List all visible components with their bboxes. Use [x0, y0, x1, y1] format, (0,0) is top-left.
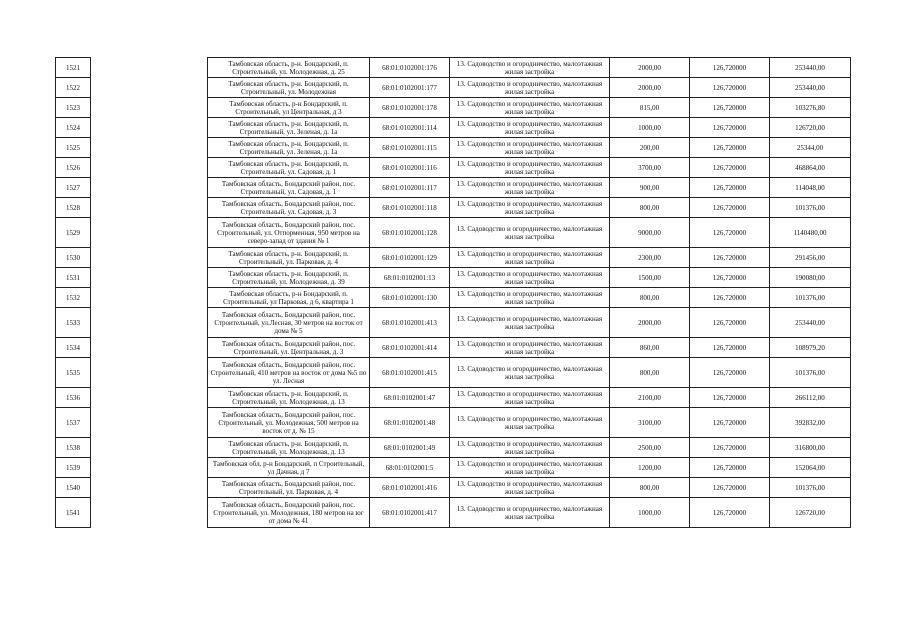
rate-cell: 126,720000: [690, 478, 770, 498]
land-use-cell: 13. Садоводство и огородничество, малоэтажная жилая застройка: [450, 138, 610, 158]
rate-cell: 126,720000: [690, 498, 770, 528]
rate-cell: 126,720000: [690, 358, 770, 388]
rate-cell: 126,720000: [690, 98, 770, 118]
cadastral-number-cell: 68:01:0102001:48: [370, 408, 450, 438]
address-cell: Тамбовская область, р-н. Бондарский, п. Строительный, ул. Молодежная: [208, 78, 370, 98]
cadastral-value-cell: 152064,00: [770, 458, 851, 478]
row-number-cell: 1530: [56, 248, 91, 268]
row-number-cell: 1527: [56, 178, 91, 198]
address-cell: Тамбовская область, р-н. Бондарский, п. Строительный, ул. Молодежная, д. 25: [208, 58, 370, 78]
rate-cell: 126,720000: [690, 338, 770, 358]
gap-cell: [91, 118, 208, 138]
area-cell: 2500,00: [610, 438, 690, 458]
row-number-cell: 1529: [56, 218, 91, 248]
rate-cell: 126,720000: [690, 458, 770, 478]
table-row: [56, 338, 851, 358]
row-number-cell: 1528: [56, 198, 91, 218]
land-use-cell: 13. Садоводство и огородничество, малоэтажная жилая застройка: [450, 118, 610, 138]
table-row: [56, 498, 851, 528]
cadastral-number-cell: 68:01:0102001:177: [370, 78, 450, 98]
row-number-cell: 1521: [56, 58, 91, 78]
cadastral-number-cell: 68:01:0102001:5: [370, 458, 450, 478]
row-number-cell: 1539: [56, 458, 91, 478]
cadastral-value-cell: 126720,00: [770, 118, 851, 138]
gap-cell: [91, 358, 208, 388]
address-cell: Тамбовская область, р-н Бондарский, п. Строительный, ул Центральная, д 3: [208, 98, 370, 118]
row-number-cell: 1538: [56, 438, 91, 458]
land-use-cell: 13. Садоводство и огородничество, малоэтажная жилая застройка: [450, 58, 610, 78]
land-parcels-table: [55, 57, 851, 528]
area-cell: 860,00: [610, 338, 690, 358]
rate-cell: 126,720000: [690, 158, 770, 178]
address-cell: Тамбовская область, р-н Бондарский, п. Строительный, ул Парковая, д 6, квартира 1: [208, 288, 370, 308]
rate-cell: 126,720000: [690, 218, 770, 248]
gap-cell: [91, 288, 208, 308]
rate-cell: 126,720000: [690, 268, 770, 288]
cadastral-number-cell: 68:01:0102001:117: [370, 178, 450, 198]
land-use-cell: 13. Садоводство и огородничество, малоэтажная жилая застройка: [450, 268, 610, 288]
table-row: [56, 138, 851, 158]
address-cell: Тамбовская область, р-н. Бондарский, п. Строительный, ул. Молодежная, д. 13: [208, 388, 370, 408]
rate-cell: 126,720000: [690, 248, 770, 268]
land-use-cell: 13. Садоводство и огородничество, малоэтажная жилая застройка: [450, 198, 610, 218]
rate-cell: 126,720000: [690, 118, 770, 138]
table-row: [56, 358, 851, 388]
area-cell: 1500,00: [610, 268, 690, 288]
land-use-cell: 13. Садоводство и огородничество, малоэтажная жилая застройка: [450, 498, 610, 528]
cadastral-number-cell: 68:01:0102001:178: [370, 98, 450, 118]
row-number-cell: 1535: [56, 358, 91, 388]
area-cell: 3700,00: [610, 158, 690, 178]
cadastral-number-cell: 68:01:0102001:116: [370, 158, 450, 178]
cadastral-number-cell: 68:01:0102001:128: [370, 218, 450, 248]
table-body: [56, 58, 851, 528]
cadastral-value-cell: 316800,00: [770, 438, 851, 458]
gap-cell: [91, 178, 208, 198]
cadastral-value-cell: 392832,00: [770, 408, 851, 438]
gap-cell: [91, 58, 208, 78]
row-number-cell: 1537: [56, 408, 91, 438]
cadastral-value-cell: 253440,00: [770, 308, 851, 338]
table-row: [56, 158, 851, 178]
land-use-cell: 13. Садоводство и огородничество, малоэтажная жилая застройка: [450, 438, 610, 458]
row-number-cell: 1541: [56, 498, 91, 528]
row-number-cell: 1526: [56, 158, 91, 178]
table-row: [56, 308, 851, 338]
gap-cell: [91, 408, 208, 438]
cadastral-number-cell: 68:01:0102001:49: [370, 438, 450, 458]
table-row: [56, 98, 851, 118]
cadastral-value-cell: 25344,00: [770, 138, 851, 158]
area-cell: 9000,00: [610, 218, 690, 248]
cadastral-number-cell: 68:01:0102001:413: [370, 308, 450, 338]
land-use-cell: 13. Садоводство и огородничество, малоэтажная жилая застройка: [450, 458, 610, 478]
cadastral-value-cell: 291456,00: [770, 248, 851, 268]
area-cell: 2000,00: [610, 78, 690, 98]
address-cell: Тамбовская область, Бондарский район, пос. Строительный, ул. Садовая, д. 3: [208, 198, 370, 218]
address-cell: Тамбовская область, Бондарский район, пос. Строительный, ул. Молодежная, 180 метров на юг от дома № 41: [208, 498, 370, 528]
table-row: [56, 478, 851, 498]
rate-cell: 126,720000: [690, 58, 770, 78]
table-row: [56, 268, 851, 288]
rate-cell: 126,720000: [690, 408, 770, 438]
cadastral-value-cell: 101376,00: [770, 198, 851, 218]
area-cell: 1000,00: [610, 118, 690, 138]
gap-cell: [91, 338, 208, 358]
rate-cell: 126,720000: [690, 438, 770, 458]
row-number-cell: 1524: [56, 118, 91, 138]
address-cell: Тамбовская область, р-н. Бондарский, п. Строительный, ул. Садовая, д. 1: [208, 158, 370, 178]
gap-cell: [91, 438, 208, 458]
rate-cell: 126,720000: [690, 178, 770, 198]
table-row: [56, 58, 851, 78]
rate-cell: 126,720000: [690, 388, 770, 408]
cadastral-number-cell: 68:01:0102001:417: [370, 498, 450, 528]
area-cell: 1000,00: [610, 498, 690, 528]
gap-cell: [91, 478, 208, 498]
cadastral-number-cell: 68:01:0102001:47: [370, 388, 450, 408]
area-cell: 900,00: [610, 178, 690, 198]
gap-cell: [91, 458, 208, 478]
gap-cell: [91, 248, 208, 268]
land-use-cell: 13. Садоводство и огородничество, малоэтажная жилая застройка: [450, 358, 610, 388]
table-row: [56, 248, 851, 268]
cadastral-number-cell: 68:01:0102001:414: [370, 338, 450, 358]
rate-cell: 126,720000: [690, 78, 770, 98]
row-number-cell: 1525: [56, 138, 91, 158]
area-cell: 3100,00: [610, 408, 690, 438]
land-use-cell: 13. Садоводство и огородничество, малоэтажная жилая застройка: [450, 338, 610, 358]
row-number-cell: 1523: [56, 98, 91, 118]
gap-cell: [91, 498, 208, 528]
area-cell: 1200,00: [610, 458, 690, 478]
address-cell: Тамбовская область, Бондарский район, пос. Строительный, 410 метров на восток от дома №5 по ул. Лесная: [208, 358, 370, 388]
area-cell: 800,00: [610, 288, 690, 308]
cadastral-value-cell: 108979,20: [770, 338, 851, 358]
cadastral-number-cell: 68:01:0102001:129: [370, 248, 450, 268]
address-cell: Тамбовская область, р-н. Бондарский, п. Строительный, ул. Зеленая, д. 1а: [208, 118, 370, 138]
table-row: [56, 218, 851, 248]
table-row: [56, 178, 851, 198]
area-cell: 800,00: [610, 478, 690, 498]
cadastral-value-cell: 253440,00: [770, 58, 851, 78]
cadastral-value-cell: 266112,00: [770, 388, 851, 408]
cadastral-value-cell: 101376,00: [770, 288, 851, 308]
address-cell: Тамбовская область, р-н. Бондарский, п. Строительный, ул. Парковая, д. 4: [208, 248, 370, 268]
land-use-cell: 13. Садоводство и огородничество, малоэтажная жилая застройка: [450, 408, 610, 438]
cadastral-number-cell: 68:01:0102001:13: [370, 268, 450, 288]
cadastral-value-cell: 126720,00: [770, 498, 851, 528]
address-cell: Тамбовская область, р-н. Бондарский, п. Строительный, ул. Молодежная, д. 13: [208, 438, 370, 458]
land-use-cell: 13. Садоводство и огородничество, малоэтажная жилая застройка: [450, 158, 610, 178]
area-cell: 2100,00: [610, 388, 690, 408]
table-row: [56, 288, 851, 308]
gap-cell: [91, 388, 208, 408]
row-number-cell: 1522: [56, 78, 91, 98]
area-cell: 800,00: [610, 358, 690, 388]
gap-cell: [91, 218, 208, 248]
cadastral-number-cell: 68:01:0102001:415: [370, 358, 450, 388]
row-number-cell: 1534: [56, 338, 91, 358]
address-cell: Тамбовская обл, р-н Бондарский, п Строительный, ул Дачная, д 7: [208, 458, 370, 478]
area-cell: 2300,00: [610, 248, 690, 268]
address-cell: Тамбовская область, Бондарский район, пос. Строительный, ул. Парковая, д. 4: [208, 478, 370, 498]
cadastral-number-cell: 68:01:0102001:130: [370, 288, 450, 308]
address-cell: Тамбовская область, Бондарский район, пос. Строительный, ул. Молодежная, 500 метров на восток от д. № 15: [208, 408, 370, 438]
table-row: [56, 438, 851, 458]
area-cell: 800,00: [610, 198, 690, 218]
cadastral-value-cell: 253440,00: [770, 78, 851, 98]
table-row: [56, 78, 851, 98]
land-use-cell: 13. Садоводство и огородничество, малоэтажная жилая застройка: [450, 178, 610, 198]
cadastral-number-cell: 68:01:0102001:176: [370, 58, 450, 78]
table-row: [56, 388, 851, 408]
row-number-cell: 1533: [56, 308, 91, 338]
cadastral-value-cell: 468864,00: [770, 158, 851, 178]
cadastral-number-cell: 68:01:0102001:416: [370, 478, 450, 498]
cadastral-number-cell: 68:01:0102001:118: [370, 198, 450, 218]
land-use-cell: 13. Садоводство и огородничество, малоэтажная жилая застройка: [450, 288, 610, 308]
address-cell: Тамбовская область, Бондарский район, пос. Строительный, ул.Лесная, 30 метров на восток от дома № 5: [208, 308, 370, 338]
address-cell: Тамбовская область, Бондарский район, пос. Строительный, ул. Центральная, д. 3: [208, 338, 370, 358]
row-number-cell: 1536: [56, 388, 91, 408]
land-use-cell: 13. Садоводство и огородничество, малоэтажная жилая застройка: [450, 388, 610, 408]
area-cell: 200,00: [610, 138, 690, 158]
cadastral-value-cell: 114048,00: [770, 178, 851, 198]
cadastral-value-cell: 101376,00: [770, 358, 851, 388]
gap-cell: [91, 198, 208, 218]
cadastral-number-cell: 68:01:0102001:115: [370, 138, 450, 158]
gap-cell: [91, 158, 208, 178]
cadastral-value-cell: 101376,00: [770, 478, 851, 498]
land-use-cell: 13. Садоводство и огородничество, малоэтажная жилая застройка: [450, 98, 610, 118]
rate-cell: 126,720000: [690, 138, 770, 158]
gap-cell: [91, 308, 208, 338]
address-cell: Тамбовская область, Бондарский район, пос. Строительный, ул. Садовая, д. 1: [208, 178, 370, 198]
area-cell: 815,00: [610, 98, 690, 118]
gap-cell: [91, 268, 208, 288]
gap-cell: [91, 138, 208, 158]
cadastral-value-cell: 1140480,00: [770, 218, 851, 248]
rate-cell: 126,720000: [690, 308, 770, 338]
land-use-cell: 13. Садоводство и огородничество, малоэтажная жилая застройка: [450, 78, 610, 98]
land-use-cell: 13. Садоводство и огородничество, малоэтажная жилая застройка: [450, 478, 610, 498]
land-use-cell: 13. Садоводство и огородничество, малоэтажная жилая застройка: [450, 248, 610, 268]
land-use-cell: 13. Садоводство и огородничество, малоэтажная жилая застройка: [450, 308, 610, 338]
cadastral-number-cell: 68:01:0102001:114: [370, 118, 450, 138]
address-cell: Тамбовская область, Бондарский район, пос. Строительный, ул. Отпорменная, 950 метров на северо-запад от здания № 1: [208, 218, 370, 248]
row-number-cell: 1540: [56, 478, 91, 498]
rate-cell: 126,720000: [690, 288, 770, 308]
cadastral-value-cell: 103276,80: [770, 98, 851, 118]
cadastral-value-cell: 190080,00: [770, 268, 851, 288]
land-use-cell: 13. Садоводство и огородничество, малоэтажная жилая застройка: [450, 218, 610, 248]
table-row: [56, 458, 851, 478]
area-cell: 2000,00: [610, 58, 690, 78]
table-row: [56, 198, 851, 218]
address-cell: Тамбовская область, р-н. Бондарский, п. Строительный, ул. Зеленая, д. 1а: [208, 138, 370, 158]
rate-cell: 126,720000: [690, 198, 770, 218]
area-cell: 2000,00: [610, 308, 690, 338]
row-number-cell: 1531: [56, 268, 91, 288]
table-row: [56, 408, 851, 438]
row-number-cell: 1532: [56, 288, 91, 308]
address-cell: Тамбовская область, р-н. Бондарский, п. Строительный, ул. Молодежная, д. 39: [208, 268, 370, 288]
table-row: [56, 118, 851, 138]
gap-cell: [91, 78, 208, 98]
gap-cell: [91, 98, 208, 118]
